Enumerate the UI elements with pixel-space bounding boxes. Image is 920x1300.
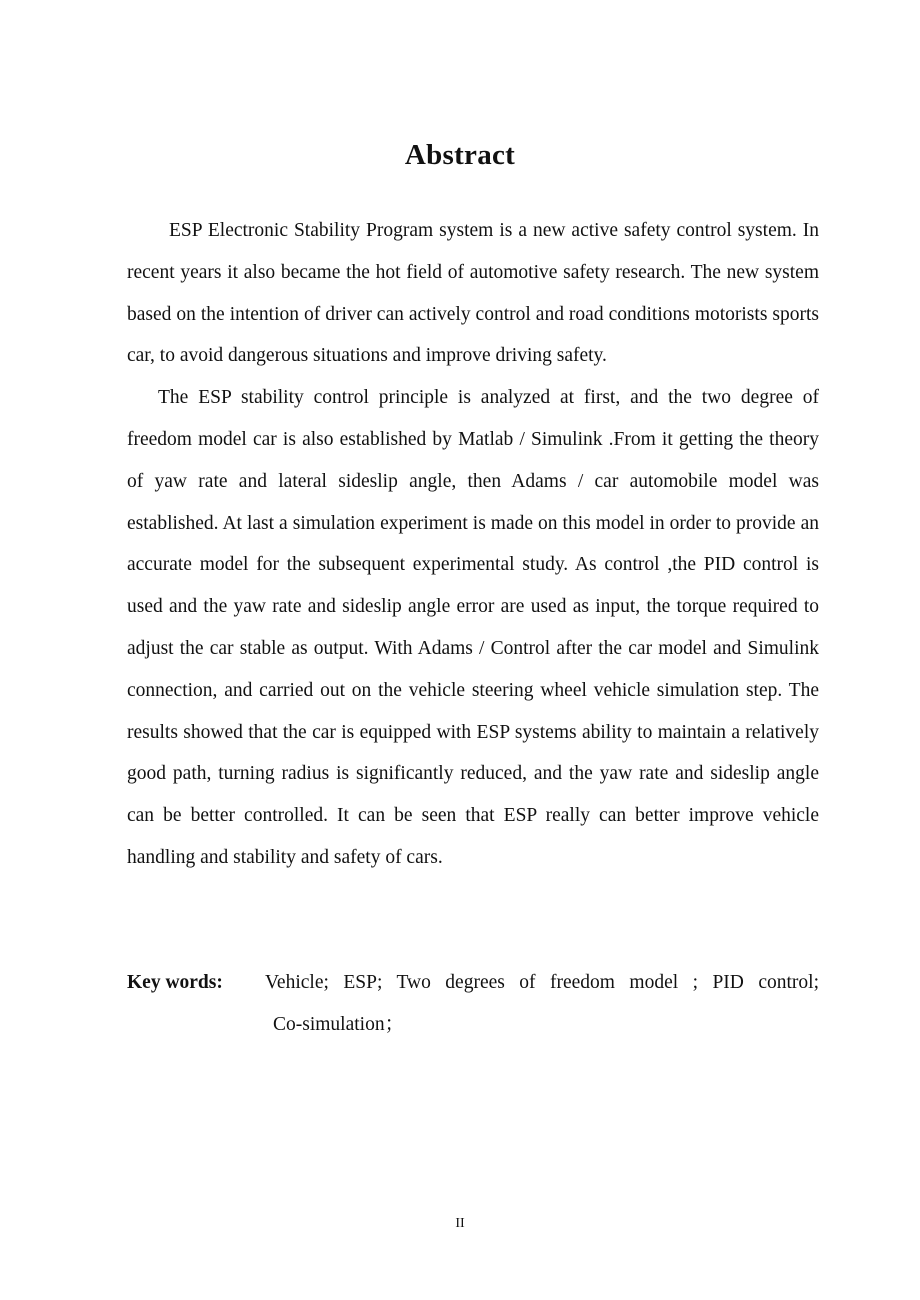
keywords-line-2: Co-simulation；: [273, 1013, 405, 1035]
abstract-paragraph-1: ESP Electronic Stability Program system is a new active safety control system. In recent years it also became the hot field of automotive safety research. The new system based on the intention of driver can actively control and road conditions motorists sports car, to avoid dangerous situations and improve driving safety.: [127, 220, 819, 367]
keywords-label: Key words:: [127, 972, 223, 993]
abstract-body: [127, 210, 819, 879]
keywords-section: [127, 962, 819, 1046]
abstract-paragraph-2: The ESP stability control principle is analyzed at first, and the two degree of freedom model car is also established by Matlab / Simulink .From it getting the theory of yaw rate and lateral sideslip angle, then Adams / car automobile model was established. At last a simulation experiment is made on this model in order to provide an accurate model for the subsequent experimental study. As control ,the PID control is used and the yaw rate and sideslip angle error are used as input, the torque required to adjust the car stable as output. With Adams / Control after the car model and Simulink connection, and carried out on the vehicle steering wheel vehicle simulation step. The results showed that the car is equipped with ESP systems ability to maintain a relatively good path, turning radius is significantly reduced, and the yaw rate and sideslip angle can be better controlled. It can be seen that ESP really can better improve vehicle handling and stability and safety of cars.: [127, 387, 819, 868]
page-title: Abstract: [404, 139, 516, 171]
page-number: II: [455, 1216, 465, 1231]
keywords-line-1: Vehicle; ESP; Two degrees of freedom model ; PID control;: [265, 972, 819, 993]
